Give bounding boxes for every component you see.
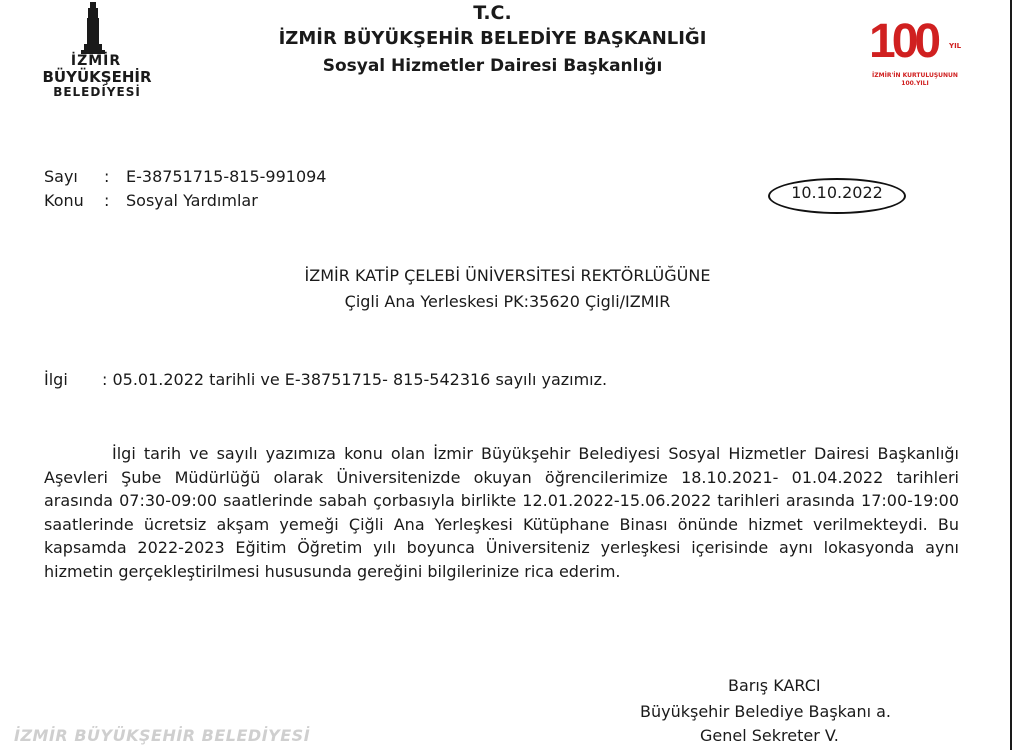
konu-value: Sosyal Yardımlar bbox=[126, 191, 258, 210]
konu-label: Konu bbox=[44, 191, 84, 210]
logo-line-3: BELEDİYESİ bbox=[53, 85, 141, 99]
meta-sayi-row bbox=[44, 167, 326, 186]
sayi-value: E-38751715-815-991094 bbox=[126, 167, 327, 186]
recipient-line-2: Çigli Ana Yerleskesi PK:35620 Çigli/IZMIR bbox=[344, 292, 671, 311]
reference-label: İlgi bbox=[44, 370, 68, 389]
sayi-separator: : bbox=[104, 167, 110, 186]
signature-name: Barış KARCI bbox=[728, 676, 821, 695]
konu-separator: : bbox=[104, 191, 110, 210]
footer-watermark: İZMİR BÜYÜKŞEHİR BELEDİYESİ bbox=[14, 726, 311, 745]
centennial-badge bbox=[869, 12, 965, 92]
header-organization: İZMİR BÜYÜKŞEHİR BELEDİYE BAŞKANLIĞI bbox=[278, 28, 707, 49]
body-paragraph bbox=[44, 442, 959, 583]
badge-yil: YIL bbox=[949, 42, 962, 50]
badge-caption-line-1: İZMİR'İN KURTULUŞUNUN bbox=[872, 72, 958, 79]
signature-title-2: Genel Sekreter V. bbox=[700, 726, 839, 745]
reference-row bbox=[44, 370, 607, 389]
recipient-line-1: İZMİR KATİP ÇELEBİ ÜNİVERSİTESİ REKTÖRLÜĞÜNE bbox=[304, 266, 711, 285]
body-text: İlgi tarih ve sayılı yazımıza konu olan İzmir Büyükşehir Belediyesi Sosyal Hizmetler Dairesi Başkanlığı Aşevleri Şube Müdürlüğü olarak Üniversitenizde okuyan öğrencilerimize 18.10.2021- 01.04.2022 tarihleri arasında 07:30-09:00 saatlerinde sabah çorbasıyla birlikte 12.01.2022-15.06.2022 tarihleri arasında 17:00-19:00 saatlerinde ücretsiz akşam yemeği Çiğli Ana Yerleşkesi Kütüphane Binası önünde hizmet verilmekteydi. Bu kapsamda 2022-2023 Eğitim Öğretim yılı boyunca Üniversiteniz yerleşkesi içerisinde aynı lokasyonda aynı hizmetin gerçekleştirilmesi hususunda gereğini bilgilerinize rica ederim. bbox=[44, 444, 959, 581]
header-department: Sosyal Hizmetler Dairesi Başkanlığı bbox=[322, 56, 663, 76]
logo-line-1: İZMİR bbox=[70, 53, 122, 69]
header-tc: T.C. bbox=[473, 2, 512, 24]
meta-konu-row bbox=[44, 191, 258, 210]
signature-title-1: Büyükşehir Belediye Başkanı a. bbox=[640, 702, 891, 721]
badge-number: 100 bbox=[869, 15, 938, 68]
logo-line-2: BÜYÜKŞEHİR bbox=[42, 68, 152, 86]
sayi-label: Sayı bbox=[44, 167, 78, 186]
reference-text: : 05.01.2022 tarihli ve E-38751715- 815-542316 sayılı yazımız. bbox=[102, 370, 608, 389]
badge-caption-line-2: 100.YILI bbox=[901, 80, 929, 87]
page-border bbox=[1010, 0, 1012, 750]
document-date: 10.10.2022 bbox=[768, 178, 906, 214]
